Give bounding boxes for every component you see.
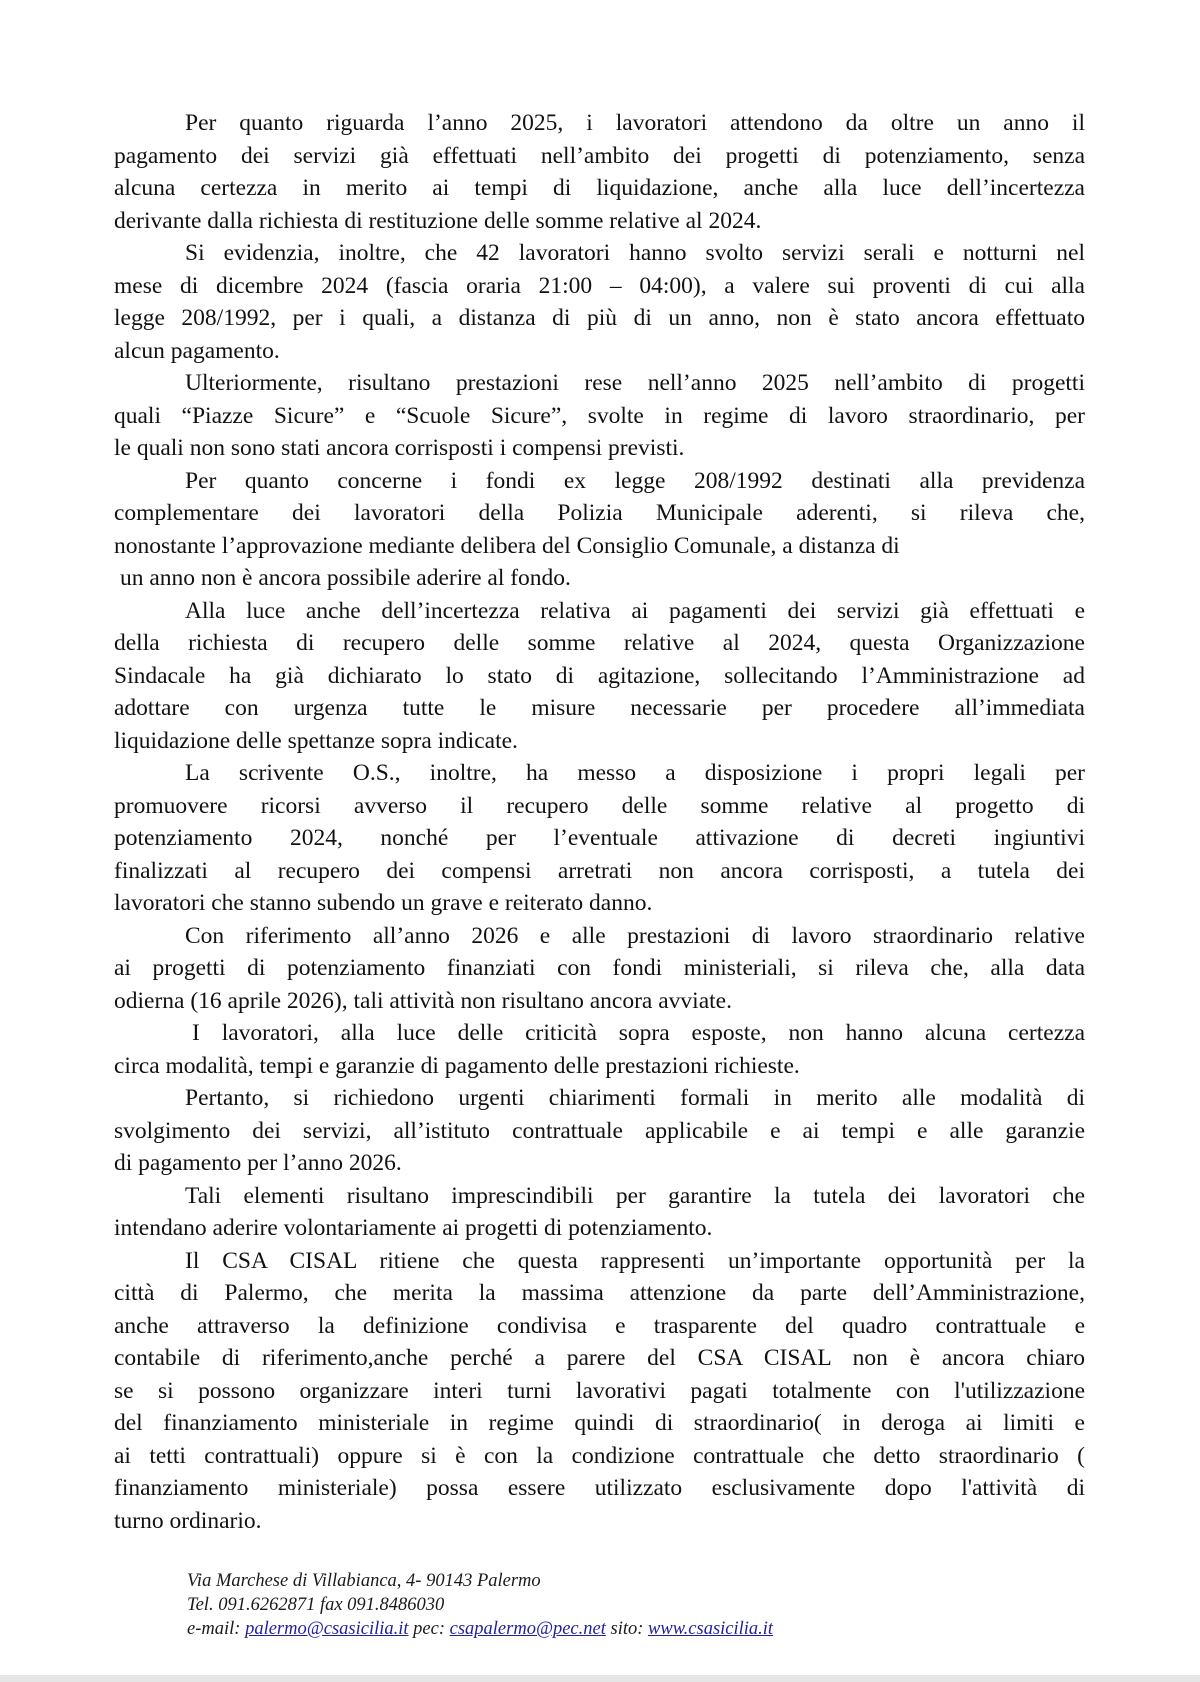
text-line: lavoratori che stanno subendo un grave e reiterato danno. <box>114 890 653 916</box>
text-line: Il CSA CISAL ritiene che questa rappresenti un’importante opportunità per la <box>185 1247 1085 1274</box>
text-line: del finanziamento ministeriale in regime quindi di straordinario( in deroga ai limiti e <box>114 1410 1085 1436</box>
text-line: Pertanto, si richiedono urgenti chiarimenti formali in merito alle modalità di <box>185 1085 1085 1111</box>
paragraph-pension-funds <box>114 465 1085 595</box>
text-line: Alla luce anche dell’incertezza relativa ai pagamenti dei servizi già effettuati e <box>185 597 1085 624</box>
text-line: turno ordinario. <box>114 1507 262 1534</box>
letter-body <box>114 107 1085 1537</box>
text-line: città di Palermo, che merita la massima attenzione da parte dell’Amministrazione, <box>114 1280 1085 1306</box>
paragraph-safe-squares-schools <box>114 367 1085 465</box>
text-line: ai tetti contrattuali) oppure si è con la condizione contrattuale che detto straordinario ( <box>114 1442 1085 1469</box>
page-bottom-edge <box>0 1675 1200 1682</box>
text-line: I lavoratori, alla luce delle criticità sopra esposte, non hanno alcuna certezza <box>192 1020 1085 1046</box>
text-line: se si possono organizzare interi turni lavorativi pagati totalmente con l'utilizzazione <box>114 1377 1085 1404</box>
text-line: nonostante l’approvazione mediante delibera del Consiglio Comunale, a distanza di <box>114 532 900 559</box>
text-line: mese di dicembre 2024 (fascia oraria 21:00 – 04:00), a valere sui proventi di cui alla <box>114 272 1085 299</box>
paragraph-essential-elements <box>114 1180 1085 1245</box>
paragraph-csa-cisal-position <box>114 1245 1085 1538</box>
text-line: derivante dalla richiesta di restituzione delle somme relative al 2024. <box>114 207 762 234</box>
text-line: La scrivente O.S., inoltre, ha messo a disposizione i propri legali per <box>185 760 1085 786</box>
text-line: complementare dei lavoratori della Polizia Municipale aderenti, si rileva che, <box>114 500 1085 526</box>
text-line: adottare con urgenza tutte le misure necessarie per procedere all’immediata <box>114 695 1085 721</box>
paragraph-2025-payments <box>114 107 1085 237</box>
text-line: Si evidenzia, inoltre, che 42 lavoratori hanno svolto servizi serali e notturni nel <box>185 240 1085 266</box>
text-line: intendano aderire volontariamente ai progetti di potenziamento. <box>114 1215 713 1241</box>
text-line: liquidazione delle spettanze sopra indicate. <box>114 727 518 754</box>
text-line: finanziamento ministeriale) possa essere utilizzato esclusivamente dopo l'attività di <box>114 1475 1085 1501</box>
text-line: Con riferimento all’anno 2026 e alle prestazioni di lavoro straordinario relative <box>185 922 1085 949</box>
text-line: contabile di riferimento,anche perché a parere del CSA CISAL non è ancora chiaro <box>114 1345 1085 1371</box>
text-line: pagamento dei servizi già effettuati nell’ambito dei progetti di potenziamento, senza <box>114 142 1085 169</box>
text-line: Tali elementi risultano imprescindibili per garantire la tutela dei lavoratori che <box>185 1182 1085 1209</box>
website-link[interactable]: www.csasicilia.it <box>648 1619 774 1639</box>
pec-label: pec: <box>408 1619 450 1639</box>
email-label: e-mail: <box>187 1619 246 1639</box>
text-line: promuovere ricorsi avverso il recupero delle somme relative al progetto di <box>114 792 1085 819</box>
text-line: quali “Piazze Sicure” e “Scuole Sicure”, svolte in regime di lavoro straordinario, per <box>114 402 1085 429</box>
site-label: sito: <box>605 1619 649 1639</box>
text-line: della richiesta di recupero delle somme relative al 2024, questa Organizzazione <box>114 630 1085 656</box>
paragraph-agitation-status <box>114 595 1085 758</box>
text-line: legge 208/1992, per i quali, a distanza di più di un anno, non è stato ancora effettuato <box>114 305 1085 331</box>
footer-contacts <box>187 1617 773 1641</box>
text-line: ai progetti di potenziamento finanziati con fondi ministeriali, si rileva che, alla data <box>114 955 1085 981</box>
text-line: circa modalità, tempi e garanzie di pagamento delle prestazioni richieste. <box>114 1052 800 1079</box>
pec-link[interactable]: csapalermo@pec.net <box>449 1619 606 1639</box>
text-line: odierna (16 aprile 2026), tali attività non risultano ancora avviate. <box>114 987 732 1014</box>
text-line: svolgimento dei servizi, all’istituto contrattuale applicabile e ai tempi e alle garanzie <box>114 1117 1085 1144</box>
paragraph-2026-projects <box>114 920 1085 1018</box>
letterhead-footer <box>187 1569 773 1641</box>
text-line: Per quanto concerne i fondi ex legge 208/1992 destinati alla previdenza <box>185 467 1085 494</box>
paragraph-workers-uncertainty <box>114 1017 1085 1082</box>
text-line: finalizzati al recupero dei compensi arretrati non ancora corrisposti, a tutela dei <box>114 857 1085 884</box>
text-line: alcuna certezza in merito ai tempi di liquidazione, anche alla luce dell’incertezza <box>114 175 1085 201</box>
text-line: le quali non sono stati ancora corrisposti i compensi previsti. <box>114 435 685 461</box>
footer-phone-fax: Tel. 091.6262871 fax 091.8486030 <box>187 1595 445 1615</box>
paragraph-night-services <box>114 237 1085 367</box>
paragraph-legal-support <box>114 757 1085 920</box>
text-line: Per quanto riguarda l’anno 2025, i lavoratori attendono da oltre un anno il <box>185 110 1085 136</box>
email-link[interactable]: palermo@csasicilia.it <box>245 1619 409 1639</box>
paragraph-clarification-request <box>114 1082 1085 1180</box>
text-line: potenziamento 2024, nonché per l’eventuale attivazione di decreti ingiuntivi <box>114 825 1085 851</box>
text-line: Ulteriormente, risultano prestazioni rese nell’anno 2025 nell’ambito di progetti <box>185 370 1085 396</box>
text-line: alcun pagamento. <box>114 337 280 364</box>
text-line: un anno non è ancora possibile aderire al fondo. <box>120 565 571 591</box>
text-line: Sindacale ha già dichiarato lo stato di agitazione, sollecitando l’Amministrazione ad <box>114 662 1085 689</box>
text-line: anche attraverso la definizione condivisa e trasparente del quadro contrattuale e <box>114 1312 1085 1339</box>
text-line: di pagamento per l’anno 2026. <box>114 1150 402 1176</box>
footer-address: Via Marchese di Villabianca, 4- 90143 Palermo <box>187 1571 541 1591</box>
